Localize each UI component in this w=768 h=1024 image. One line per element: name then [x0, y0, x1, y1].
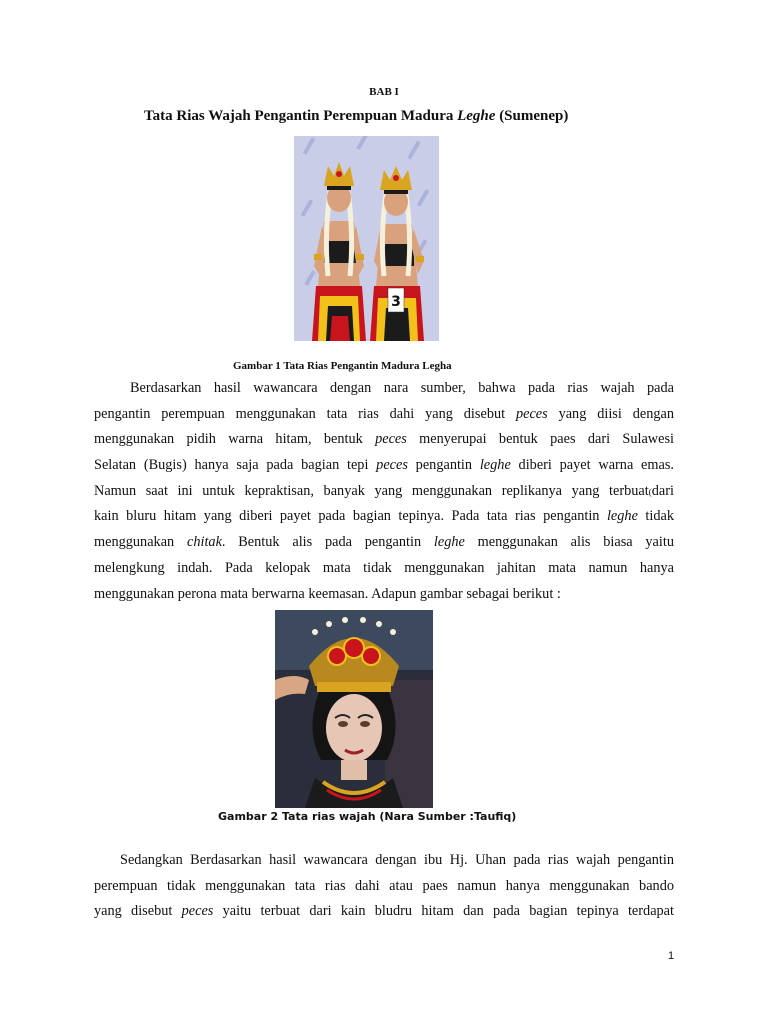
section-title-main: Tata Rias Wajah Pengantin Perempuan Madura: [144, 108, 458, 124]
paragraph-2-line: perempuan tidak menggunakan tata rias dahi atau paes namun hanya menggunakan bando: [94, 877, 674, 894]
chapter-heading: BAB I: [369, 86, 399, 98]
paragraph-1-line: menggunakan perona mata berwarna keemasan. Adapun gambar sebagai berikut :: [94, 585, 561, 602]
paragraph-1-line: melengkung indah. Pada kelopak mata tidak menggunakan jahitan mata namun hanya: [94, 559, 674, 576]
figure-2-photo: [275, 610, 433, 808]
section-title-italic: Leghe: [457, 108, 496, 124]
section-title-suffix: (Sumenep): [495, 108, 569, 124]
paragraph-1-line: Selatan (Bugis) hanya saja pada bagian tepi peces pengantin leghe diberi payet warna emas.: [94, 457, 675, 474]
page-number: 1: [668, 950, 675, 962]
paragraph-1-line: Berdasarkan hasil wawancara dengan nara sumber, bahwa pada rias wajah pada: [130, 380, 674, 396]
paragraph-1-line: menggunakan pidih warna hitam, bentuk peces menyerupai bentuk paes dari Sulawesi: [94, 431, 674, 448]
paragraph-1-line: kain bluru hitam yang diberi payet pada bagian tepinya. Pada tata rias pengantin leghe tidak: [94, 508, 674, 525]
figure-2-caption: Gambar 2 Tata rias wajah (Nara Sumber :Taufiq): [218, 810, 517, 823]
paragraph-2-line: Sedangkan Berdasarkan hasil wawancara dengan ibu Hj. Uhan pada rias wajah pengantin: [120, 852, 674, 868]
paragraph-2: [94, 848, 674, 925]
paragraph-1-line: Namun saat ini untuk kepraktisan, banyak yang menggunakan replikanya yang terbuat(dari: [94, 482, 674, 499]
section-title: [144, 108, 568, 125]
paragraph-1-line: pengantin perempuan menggunakan tata rias dahi yang disebut peces yang diisi dengan: [94, 405, 674, 422]
paragraph-1-line: menggunakan chitak. Bentuk alis pada pengantin leghe menggunakan alis biasa yaitu: [94, 534, 674, 551]
contestant-number: 3: [391, 294, 401, 310]
figure-1-photo: [294, 136, 439, 341]
figure-1-caption: Gambar 1 Tata Rias Pengantin Madura Legha: [233, 360, 452, 372]
paragraph-2-line: yang disebut peces yaitu terbuat dari kain bludru hitam dan pada bagian tepinya terdapat: [94, 903, 674, 920]
paragraph-1: [94, 376, 674, 607]
